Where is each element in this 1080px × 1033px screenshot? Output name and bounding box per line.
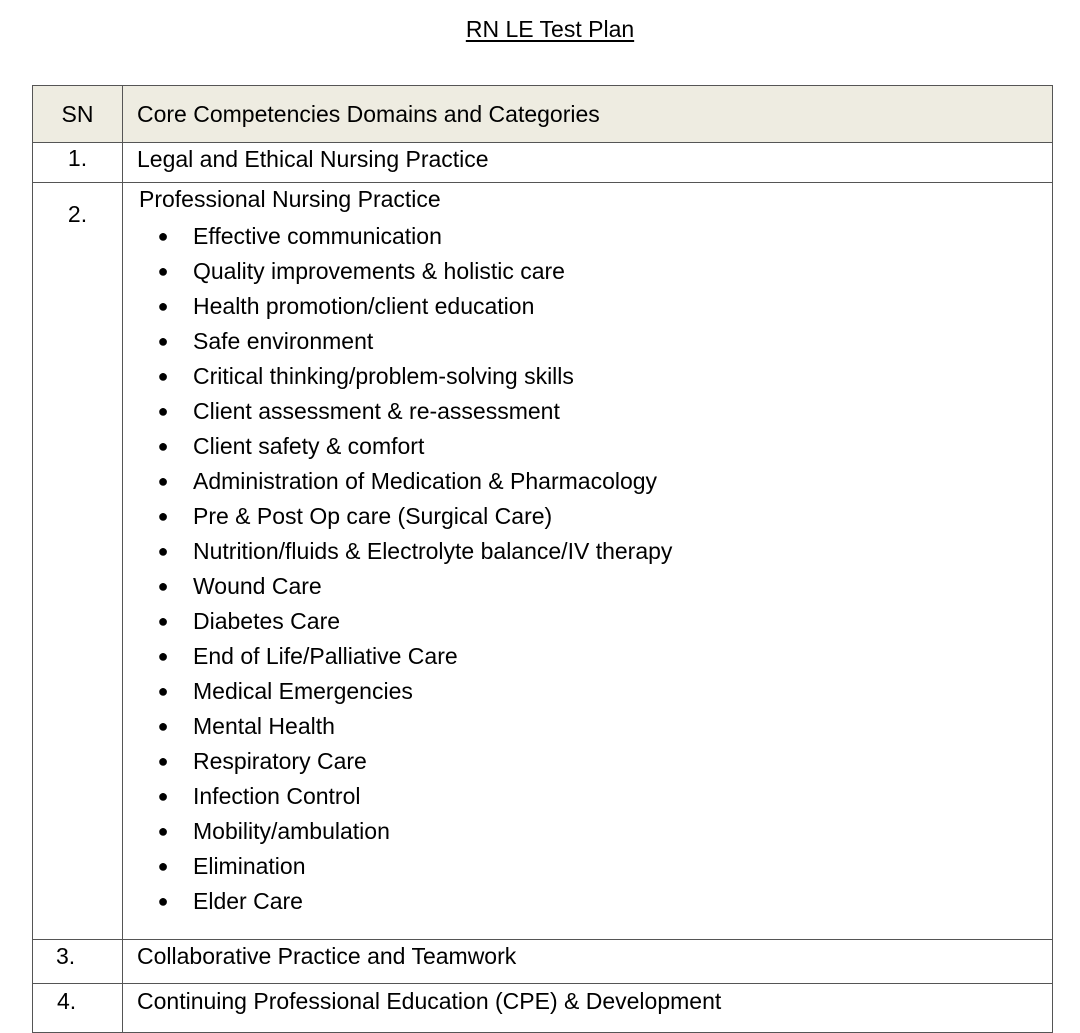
bullet-icon: ● (157, 541, 169, 561)
category-label: Critical thinking/problem-solving skills (193, 363, 574, 389)
domains-column-header: Core Competencies Domains and Categories (123, 86, 1053, 143)
category-label: Respiratory Care (193, 748, 367, 774)
bullet-icon: ● (157, 401, 169, 421)
category-label: Infection Control (193, 783, 361, 809)
list-item (139, 221, 1052, 256)
test-plan-table (32, 85, 1053, 1033)
category-label: End of Life/Palliative Care (193, 643, 458, 669)
list-item (139, 641, 1052, 676)
list-item (139, 361, 1052, 396)
category-label: Mental Health (193, 713, 335, 739)
bullet-icon: ● (157, 891, 169, 911)
category-label: Mobility/ambulation (193, 818, 390, 844)
list-item (139, 501, 1052, 536)
category-label: Health promotion/client education (193, 293, 535, 319)
bullet-icon: ● (157, 611, 169, 631)
bullet-icon: ● (157, 576, 169, 596)
bullet-icon: ● (157, 646, 169, 666)
domain-name: Collaborative Practice and Teamwork (123, 940, 1053, 984)
domain-name: Professional Nursing Practice (139, 186, 441, 212)
bullet-icon: ● (157, 681, 169, 701)
category-label: Safe environment (193, 328, 374, 354)
category-label: Medical Emergencies (193, 678, 413, 704)
category-label: Quality improvements & holistic care (193, 258, 565, 284)
list-item (139, 536, 1052, 571)
domain-cell (123, 183, 1053, 940)
table-row (33, 984, 1053, 1033)
row-number: 3. (33, 940, 123, 984)
bullet-icon: ● (157, 716, 169, 736)
category-label: Effective communication (193, 223, 442, 249)
list-item (139, 676, 1052, 711)
bullet-icon: ● (157, 331, 169, 351)
row-number: 2. (33, 183, 123, 940)
list-item (139, 816, 1052, 851)
list-item (139, 466, 1052, 501)
bullet-icon: ● (157, 821, 169, 841)
category-list (139, 221, 1052, 921)
list-item (139, 711, 1052, 746)
table-row (33, 183, 1053, 940)
list-item (139, 851, 1052, 886)
document-title: RN LE Test Plan (465, 16, 635, 42)
list-item (139, 291, 1052, 326)
category-label: Client assessment & re-assessment (193, 398, 560, 424)
list-item (139, 746, 1052, 781)
list-item (139, 326, 1052, 361)
list-item (139, 256, 1052, 291)
bullet-icon: ● (157, 471, 169, 491)
bullet-icon: ● (157, 436, 169, 456)
table-row (33, 940, 1053, 984)
list-item (139, 781, 1052, 816)
bullet-icon: ● (157, 506, 169, 526)
sn-column-header: SN (33, 86, 123, 143)
domain-name: Continuing Professional Education (CPE) & Development (123, 984, 1053, 1033)
domain-name: Legal and Ethical Nursing Practice (123, 143, 1053, 183)
list-item (139, 396, 1052, 431)
category-label: Nutrition/fluids & Electrolyte balance/IV therapy (193, 538, 673, 564)
list-item (139, 571, 1052, 606)
category-label: Elder Care (193, 888, 303, 914)
bullet-icon: ● (157, 856, 169, 876)
bullet-icon: ● (157, 261, 169, 281)
category-label: Pre & Post Op care (Surgical Care) (193, 503, 553, 529)
row-number: 1. (33, 143, 123, 183)
bullet-icon: ● (157, 226, 169, 246)
bullet-icon: ● (157, 366, 169, 386)
table-header-row (33, 86, 1053, 143)
category-label: Diabetes Care (193, 608, 341, 634)
row-number: 4. (33, 984, 123, 1033)
category-label: Administration of Medication & Pharmacology (193, 468, 658, 494)
list-item (139, 431, 1052, 466)
bullet-icon: ● (157, 751, 169, 771)
bullet-icon: ● (157, 296, 169, 316)
table-row (33, 143, 1053, 183)
category-label: Elimination (193, 853, 306, 879)
list-item (139, 886, 1052, 921)
list-item (139, 606, 1052, 641)
bullet-icon: ● (157, 786, 169, 806)
category-label: Wound Care (193, 573, 322, 599)
category-label: Client safety & comfort (193, 433, 425, 459)
